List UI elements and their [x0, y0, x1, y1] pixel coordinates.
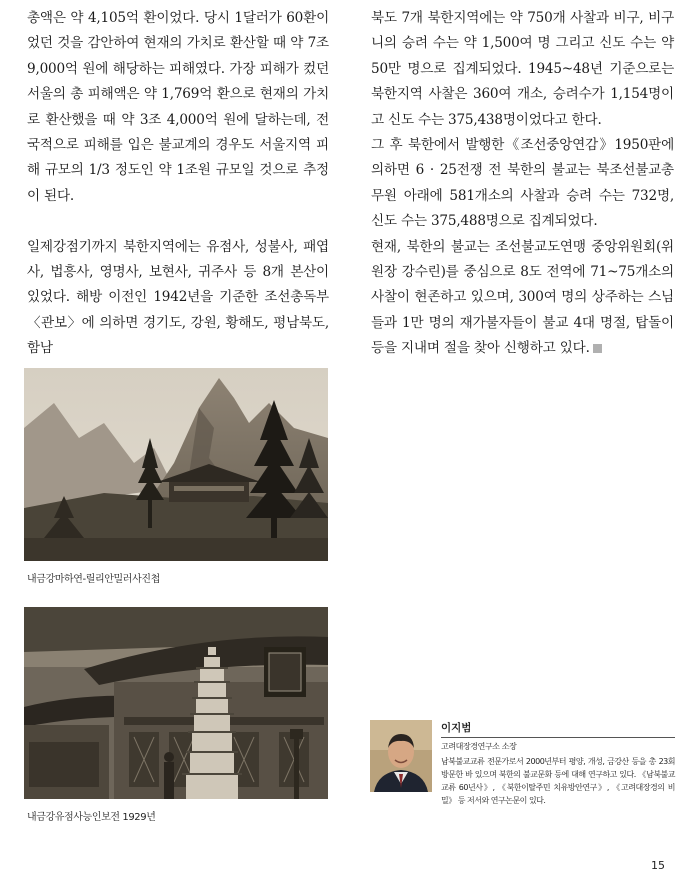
author-affiliation: 고려대장경연구소 소장: [441, 742, 517, 751]
body-paragraph: 일제강점기까지 북한지역에는 유점사, 성불사, 패엽사, 법흥사, 영명사, 보현사, 귀주사 등 8개 본산이 있었다. 해방 이전인 1942년을 기준한 조선총독부 〈관보〉에 의하면 경기도, 강원, 황해도, 평남북도, 함남: [27, 238, 329, 357]
body-paragraph: 그 후 북한에서 발행한《조선중앙연감》1950판에 의하면 6 · 25전쟁 전 북한의 불교는 북조선불교총무원 아래에 581개소의 사찰과 승려 수는 732명, 신도 수는 375,488명으로 집계되었다.: [371, 137, 674, 230]
body-paragraph: 북도 7개 북한지역에는 약 750개 사찰과 비구, 비구니의 승려 수는 약 1,500여 명 그리고 신도 수는 약 50만 명으로 집계되었다. 1945~48년 기준으로는 북한지역 사찰은 360여 개소, 승려수가 1,154명이고 신도 수는 375,438명이었다고 한다.: [371, 10, 674, 128]
right-text-column: [371, 6, 674, 362]
photo-caption: 내금강유점사능인보전 1929년: [27, 812, 156, 823]
body-paragraph-text: 현재, 북한의 불교는 조선불교도연맹 중앙위원회(위원장 강수린)를 중심으로 8도 전역에 71~75개소의 사찰이 현존하고 있으며, 300여 명의 상주하는 스님들과 1만 명의 재가불자들이 불교 4대 명절, 탑돌이 등을 지내며 절을 찾아 신행하고 있다.: [371, 238, 674, 357]
photo-caption: 내금강마하연-릴리안밀러사진첩: [27, 574, 160, 585]
paragraph-gap: [27, 209, 329, 234]
end-of-article-mark: [593, 344, 602, 353]
photo-mahayeon-temple: [24, 368, 328, 561]
author-name: 이지범: [441, 720, 675, 738]
author-bio: 남북불교교류 전문가로서 2000년부터 평양, 개성, 금강산 등을 총 23회 방문한 바 있으며 북한의 불교문화 등에 대해 연구하고 있다. 《남북불교교류 60년사》, 《북한이탈주민 치유방안연구》, 《고려대장경의 비밀》 등 저서와 연구논문이 있다.: [441, 757, 675, 805]
left-text-column: [27, 6, 329, 362]
author-info: [441, 720, 675, 807]
author-photo: [370, 720, 432, 792]
photo-yujeomsa-temple: [24, 607, 328, 799]
body-paragraph: [371, 235, 674, 362]
page-number: 15: [651, 859, 665, 872]
body-paragraph: 총액은 약 4,105억 환이었다. 당시 1달러가 60환이었던 것을 감안하여 현재의 가치로 환산할 때 약 7조 9,000억 원에 해당하는 피해였다. 가장 피해가 컸던 서울의 총 피해액은 약 1,769억 환으로 현재의 가치로 환산했을 때 약 3조 4,000억 원에 달하는데, 전국적으로 피해를 입은 불교계의 경우도 서울지역 피해 규모의 1/3 정도인 약 1조원 규모일 것으로 추정이 된다.: [27, 10, 329, 204]
